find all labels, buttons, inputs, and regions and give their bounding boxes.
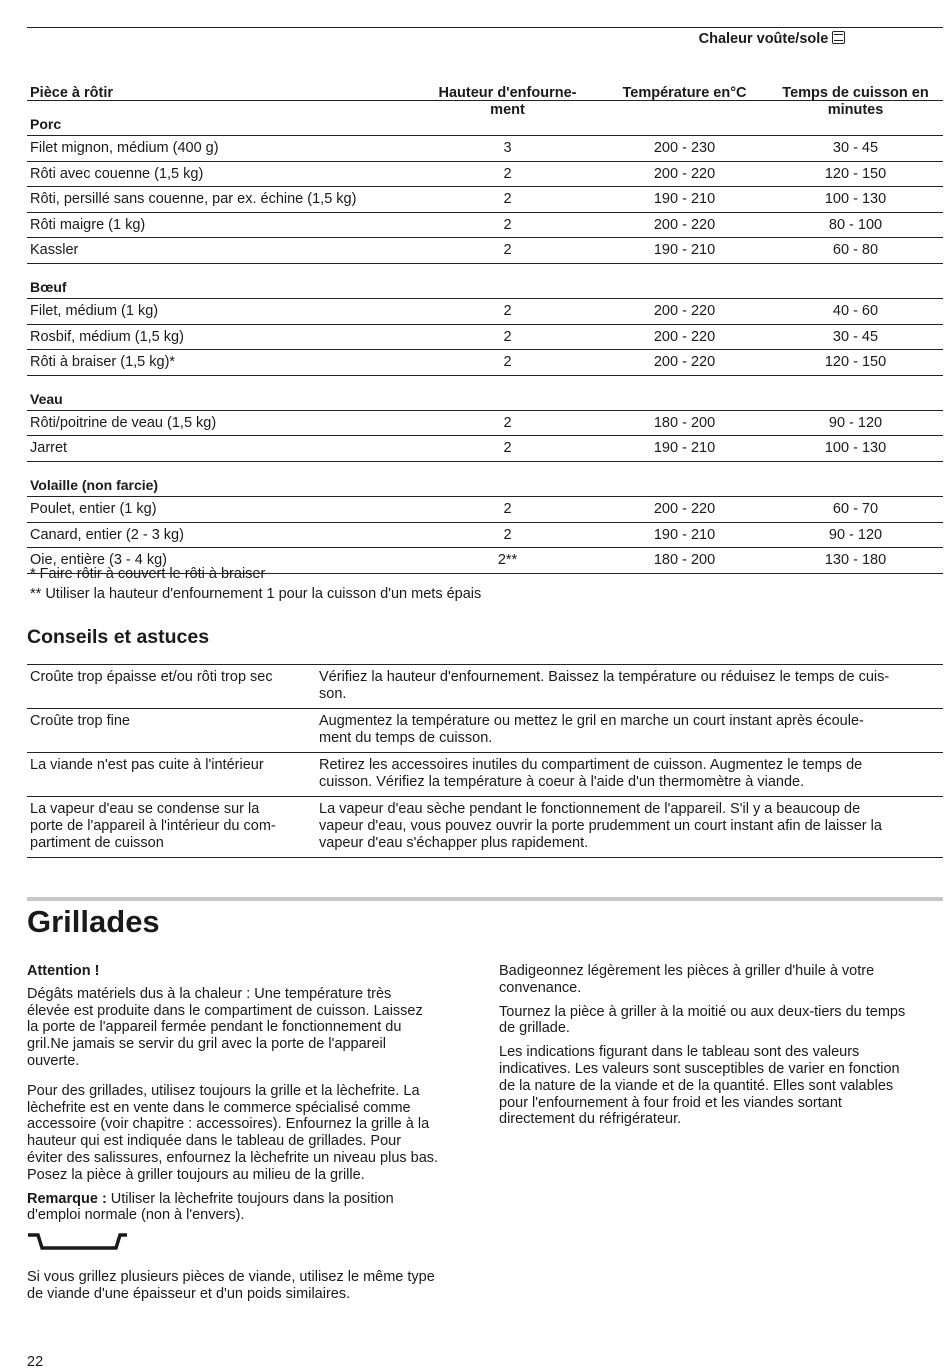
cell-time: 90 - 120 [828,526,883,543]
paragraph: Tournez la pièce à griller à la moitié ou aux deux-tiers du temps de grillade. [499,1003,906,1037]
cell-piece: Poulet, entier (1 kg) [30,500,157,517]
cell-height: 2 [503,526,512,543]
cell-temperature: 180 - 200 [653,552,716,569]
cell-piece: Rosbif, médium (1,5 kg) [30,328,184,345]
cell-piece: Rôti/poitrine de veau (1,5 kg) [30,414,217,431]
remark-text: Utiliser la lèchefrite toujours dans la position d'emploi normale (non à l'envers). [27,1190,394,1224]
tip-row [27,709,943,753]
cell-temperature: 200 - 220 [653,328,716,345]
cell-height: 2 [503,302,512,319]
tip-problem: La viande n'est pas cuite à l'intérieur [30,757,264,773]
tip-row [27,665,943,709]
section-divider [27,897,943,901]
cell-temperature: 200 - 220 [653,500,716,517]
tip-row [27,753,943,797]
tip-problem: Croûte trop fine [30,713,130,729]
cell-piece: Filet, médium (1 kg) [30,302,159,319]
drip-tray-icon [27,1231,131,1253]
cell-temperature: 200 - 220 [653,165,716,182]
table-row [27,187,943,213]
cell-time: 100 - 130 [824,191,887,208]
section-row [27,101,943,136]
header-temperature: Température en°C [622,85,747,101]
cell-piece: Rôti, persillé sans couenne, par ex. échine (1,5 kg) [30,191,357,208]
section-label: Porc [30,116,62,132]
page-number: 22 [27,1354,44,1370]
cell-piece: Jarret [30,440,68,457]
table-row [27,436,943,462]
cell-height: 2 [503,191,512,208]
tip-solution: La vapeur d'eau sèche pendant le fonctionnement de l'appareil. S'il y a beaucoup de vapeur d'eau, vous pouvez ouvrir la porte prudemment un court instant afin de laisser la vapeur d'eau s'échapper plus rapidement. [319,801,882,851]
cell-time: 130 - 180 [824,552,887,569]
table-notes [30,564,481,604]
cell-time: 60 - 70 [832,500,879,517]
cell-temperature: 190 - 210 [653,191,716,208]
table-row [27,299,943,325]
cell-time: 30 - 45 [832,328,879,345]
remark-label: Remarque : [27,1190,107,1207]
cell-temperature: 190 - 210 [653,440,716,457]
table-row [27,523,943,549]
cell-temperature: 200 - 220 [653,302,716,319]
cell-piece: Kassler [30,242,79,259]
remark [27,1191,472,1225]
cell-height: 2 [503,500,512,517]
table-body [27,101,943,574]
cell-height: 2 [503,354,512,371]
cell-piece: Filet mignon, médium (400 g) [30,140,219,156]
table-row [27,350,943,376]
cell-temperature: 200 - 220 [653,354,716,371]
cell-piece: Rôti à braiser (1,5 kg)* [30,354,176,371]
table-row [27,213,943,239]
cell-piece: Canard, entier (2 - 3 kg) [30,526,184,543]
attention-text: Dégâts matériels dus à la chaleur : Une température très élevée est produite dans le compartiment de cuisson. Laissez la porte de l'appareil fermée pendant le fonctionnement du gril.Ne jamais se servir du gril avec la porte de l'appareil ouverte. [27,985,423,1069]
cell-height: 2 [503,328,512,345]
roasting-table [27,27,943,574]
section-title: Grillades [27,904,160,939]
note: ** Utiliser la hauteur d'enfournement 1 pour la cuisson d'un mets épais [30,586,482,602]
cell-height: 2 [503,165,512,182]
section-row [27,462,943,497]
cell-time: 120 - 150 [824,354,887,371]
tips-title: Conseils et astuces [27,626,210,648]
cell-time: 120 - 150 [824,165,887,182]
table-row [27,497,943,523]
table-group-header-row [27,28,943,52]
attention-label: Attention ! [27,963,100,979]
group-header [601,31,943,47]
right-column [499,963,943,1135]
table-row [27,325,943,351]
paragraph: Badigeonnez légèrement les pièces à griller d'huile à votre convenance. [499,963,875,996]
paragraph: Les indications figurant dans le tableau sont des valeurs indicatives. Les valeurs sont susceptibles de varier en fonction de la nature de la viande et de la quantité. Elles sont valables pour l'enfournement à four froid et les viandes sortant directement du réfrigérateur. [499,1044,900,1128]
cell-temperature: 200 - 220 [653,216,716,233]
section-row [27,264,943,299]
cell-time: 40 - 60 [832,302,879,319]
section-label: Bœuf [30,278,67,295]
section-label: Veau [30,390,63,407]
cell-time: 60 - 80 [832,242,879,259]
cell-height: 2** [497,552,518,569]
tip-problem: La vapeur d'eau se condense sur la porte de l'appareil à l'intérieur du com- partiment de cuisson [30,801,276,851]
cell-temperature: 200 - 230 [653,140,716,156]
tip-solution: Vérifiez la hauteur d'enfournement. Baissez la température ou réduisez le temps de cuis- son. [319,669,890,702]
cell-temperature: 190 - 210 [653,526,716,543]
table-row [27,238,943,264]
cell-height: 3 [503,140,512,156]
tip-solution: Augmentez la température ou mettez le gril en marche un court instant après écoule- ment du temps de cuisson. [319,713,864,746]
table-header-row [27,52,943,118]
header-piece: Pièce à rôtir [30,85,114,101]
header-time: Temps de cuisson en minutes [782,85,929,118]
cell-piece: Rôti maigre (1 kg) [30,216,146,233]
note: * Faire rôtir à couvert le rôti à braiser [30,566,266,582]
table-row [27,162,943,188]
table-row [27,411,943,437]
left-column [27,963,472,1310]
cell-temperature: 190 - 210 [653,242,716,259]
tip-solution: Retirez les accessoires inutiles du compartiment de cuisson. Augmentez le temps de cuisson. Vérifiez la température à coeur à l'aide d'un thermomètre à viande. [319,757,863,790]
grill-instructions: Pour des grillades, utilisez toujours la grille et la lèchefrite. La lèchefrite est en vente dans le commerce spécialisé comme accessoire (voir chapitre : accessoires). Enfournez la grille à la hauteur qui est indiquée dans le tableau de grillades. Pour éviter des salissures, enfournez la lèchefrite un niveau plus bas. Posez la pièce à griller toujours au milieu de la grille. [27,1082,439,1183]
cell-height: 2 [503,242,512,259]
cell-height: 2 [503,216,512,233]
cell-piece: Rôti avec couenne (1,5 kg) [30,165,204,182]
header-height: Hauteur d'enfourne- ment [438,85,577,118]
cell-time: 90 - 120 [828,414,883,431]
cell-time: 80 - 100 [828,216,883,233]
multiple-pieces-note: Si vous grillez plusieurs pièces de viande, utilisez le même type de viande d'une épaisseur et d'un poids similaires. [27,1269,435,1302]
section-label: Volaille (non farcie) [30,476,159,493]
tips-table [27,664,943,858]
cell-temperature: 180 - 200 [653,414,716,431]
tip-problem: Croûte trop épaisse et/ou rôti trop sec [30,669,273,685]
cell-time: 30 - 45 [832,140,879,156]
cell-piece: Oie, entière (3 - 4 kg) [30,552,167,569]
section-row [27,376,943,411]
cell-height: 2 [503,414,512,431]
cell-time: 100 - 130 [824,440,887,457]
table-row [27,136,943,162]
group-header-label: Chaleur voûte/sole [698,31,829,47]
cell-height: 2 [503,440,512,457]
oven-top-bottom-heat-icon [832,31,845,44]
tip-row [27,797,943,858]
